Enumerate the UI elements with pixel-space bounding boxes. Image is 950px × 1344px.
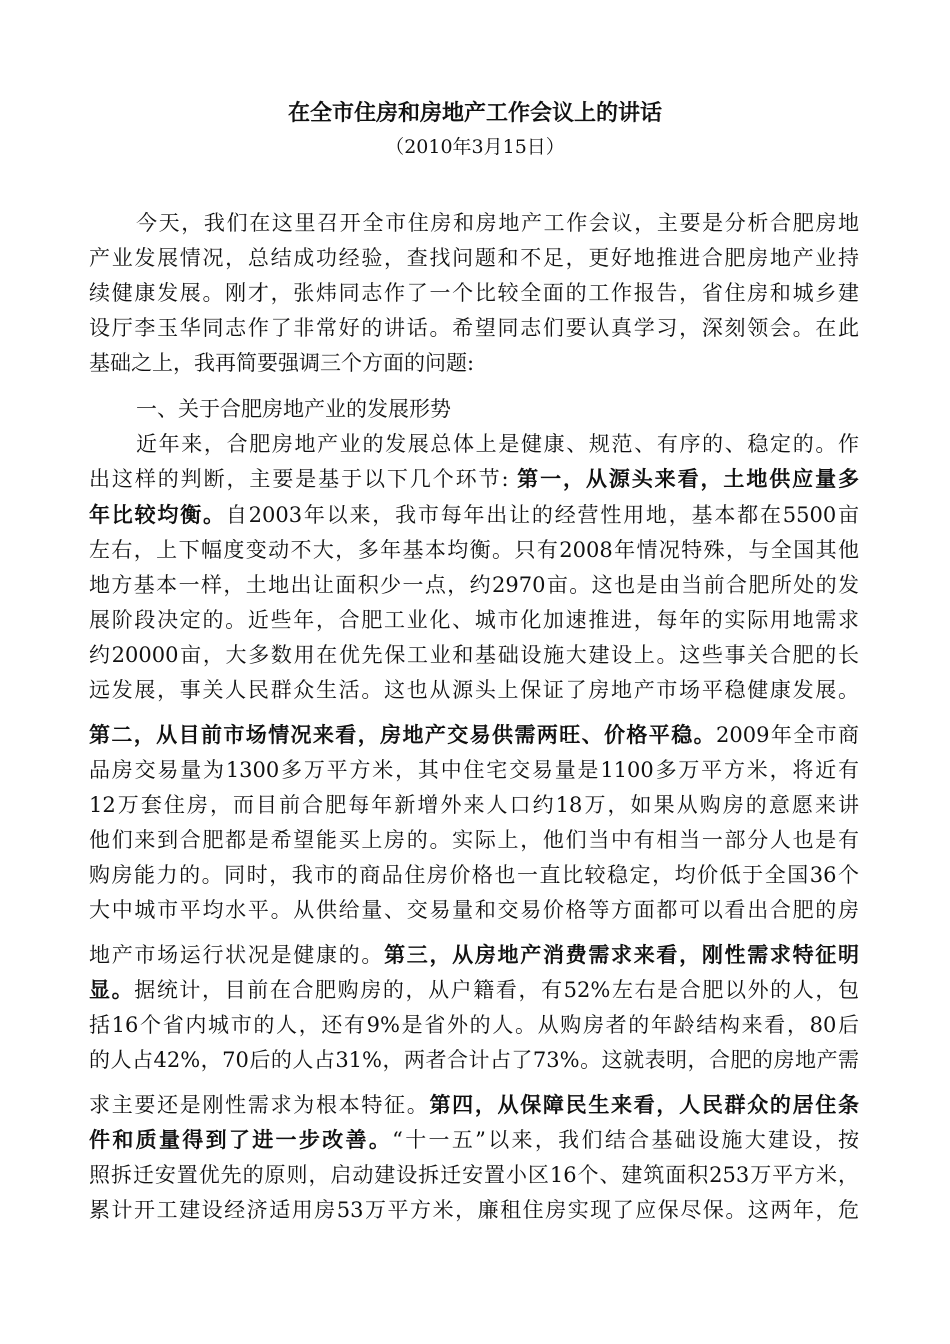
- document-title: 在全市住房和房地产工作会议上的讲话: [287, 100, 662, 126]
- bold-point-fourth-end: 件和质量得到了进一步改善。: [89, 1127, 393, 1152]
- text-run: 求主要还是刚性需求为根本特征。: [89, 1093, 430, 1117]
- bold-point-third-end: 显。: [89, 977, 135, 1002]
- section-heading: 一、关于合肥房地产业的发展形势: [136, 397, 451, 421]
- paragraph-line: 地方基本一样，土地出让面积少一点，约2970亩。这也是由当前合肥所处的发: [89, 573, 859, 597]
- paragraph-line: 远发展，事关人民群众生活。这也从源头上保证了房地产市场平稳健康发展。: [89, 678, 859, 702]
- paragraph-line: [89, 498, 859, 532]
- bold-point-first: 第一，从源头来看，土地供应量多: [517, 466, 860, 491]
- paragraph-line: 购房能力的。同时，我市的商品住房价格也一直比较稳定，均价低于全国36个: [89, 863, 859, 887]
- bold-point-first-end: 年比较均衡。: [89, 502, 226, 527]
- paragraph-line: 续健康发展。刚才，张炜同志作了一个比较全面的工作报告，省住房和城乡建: [89, 281, 859, 305]
- paragraph-line: 他们来到合肥都是希望能买上房的。实际上，他们当中有相当一部分人也是有: [89, 828, 859, 852]
- paragraph-line: 左右，上下幅度变动不大，多年基本均衡。只有2008年情况特殊，与全国其他: [89, 538, 859, 562]
- paragraph-line: 基础之上，我再简要强调三个方面的问题:: [89, 351, 475, 375]
- paragraph-line: 今天，我们在这里召开全市住房和房地产工作会议，主要是分析合肥房地: [136, 211, 859, 235]
- paragraph-line: 近年来，合肥房地产业的发展总体上是健康、规范、有序的、稳定的。作: [136, 432, 859, 456]
- paragraph-line: 的人占42%，70后的人占31%，两者合计占了73%。这就表明，合肥的房地产需: [89, 1048, 859, 1072]
- paragraph-line: 累计开工建设经济适用房53万平方米，廉租住房实现了应保尽保。这两年，危: [89, 1198, 859, 1222]
- paragraph-line: [89, 718, 859, 752]
- paragraph-line: 展阶段决定的。近些年，合肥工业化、城市化加速推进，每年的实际用地需求: [89, 608, 859, 632]
- paragraph-line: [89, 1123, 859, 1157]
- text-run: 2009年全市商: [715, 723, 859, 747]
- paragraph-line: 约20000亩，大多数用在优先保工业和基础设施大建设上。这些事关合肥的长: [89, 643, 859, 667]
- paragraph-line: [89, 938, 859, 972]
- paragraph-line: 大中城市平均水平。从供给量、交易量和交易价格等方面都可以看出合肥的房: [89, 898, 859, 922]
- paragraph-line: 产业发展情况，总结成功经验，查找问题和不足，更好地推进合肥房地产业持: [89, 246, 859, 270]
- paragraph-line: 12万套住房，而目前合肥每年新增外来人口约18万，如果从购房的意愿来讲: [89, 793, 859, 817]
- paragraph-line: [89, 462, 859, 496]
- paragraph-line: 照拆迁安置优先的原则，启动建设拆迁安置小区16个、建筑面积253万平方米，: [89, 1163, 859, 1187]
- text-run: 自2003年以来，我市每年出让的经营性用地，基本都在5500亩: [225, 503, 860, 527]
- paragraph-line: 设厅李玉华同志作了非常好的讲话。希望同志们要认真学习，深刻领会。在此: [89, 316, 859, 340]
- bold-point-second: 第二，从目前市场情况来看，房地产交易供需两旺、价格平稳。: [89, 722, 716, 747]
- text-run: “十一五”以来，我们结合基础设施大建设，按: [392, 1128, 859, 1152]
- paragraph-line: [89, 1088, 859, 1122]
- bold-point-fourth: 第四，从保障民生来看，人民群众的居住条: [429, 1092, 859, 1117]
- bold-point-third: 第三，从房地产消费需求来看，刚性需求特征明: [384, 942, 860, 967]
- document-date: （2010年3月15日）: [385, 136, 565, 158]
- text-run: 出这样的判断，主要是基于以下几个环节:: [89, 467, 518, 491]
- paragraph-line: 括16个省内城市的人，还有9%是省外的人。从购房者的年龄结构来看，80后: [89, 1013, 859, 1037]
- text-run: 地产市场运行状况是健康的。: [89, 943, 385, 967]
- text-run: 据统计，目前在合肥购房的，从户籍看，有52%左右是合肥以外的人，包: [134, 978, 859, 1002]
- paragraph-line: [89, 973, 859, 1007]
- paragraph-line: 品房交易量为1300多万平方米，其中住宅交易量是1100多万平方米，将近有: [89, 758, 859, 782]
